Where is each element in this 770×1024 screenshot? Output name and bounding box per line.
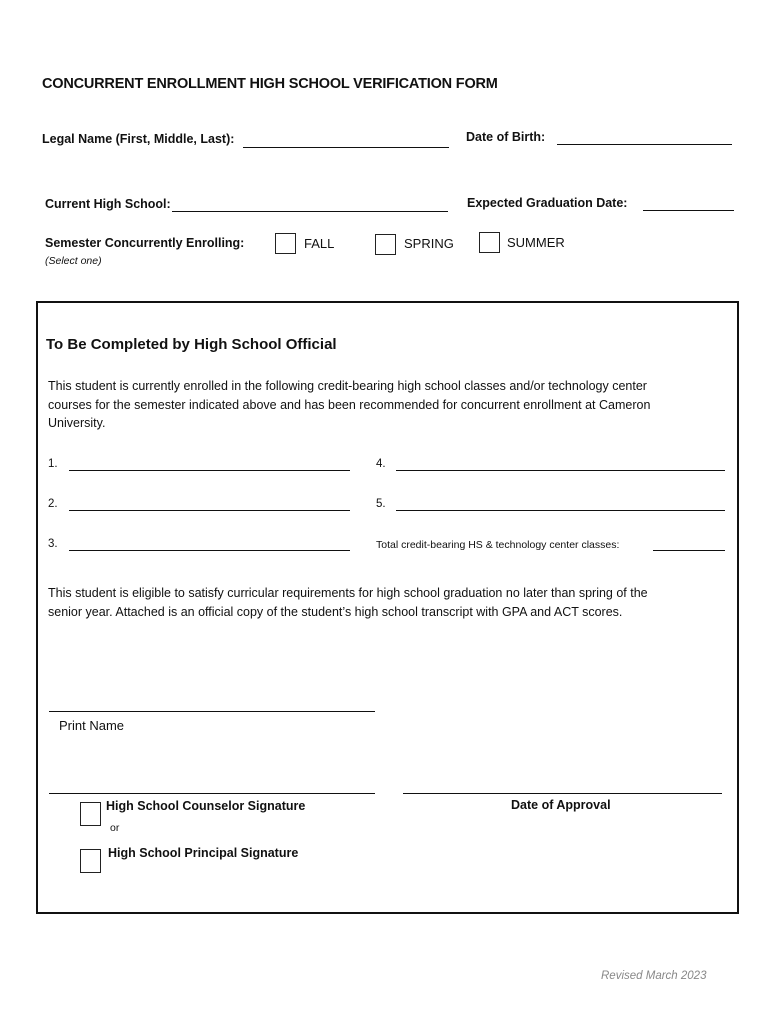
grad-date-field[interactable] (643, 194, 734, 211)
high-school-label: Current High School: (45, 197, 171, 211)
class-number-5: 5. (376, 498, 386, 510)
date-approval-field[interactable] (403, 777, 722, 794)
class-number-2: 2. (48, 498, 58, 510)
legal-name-label: Legal Name (First, Middle, Last): (42, 132, 235, 146)
spring-label: SPRING (404, 236, 454, 251)
semester-label: Semester Concurrently Enrolling: (45, 236, 245, 250)
class-number-3: 3. (48, 538, 58, 550)
class-field-5[interactable] (396, 494, 725, 511)
summer-checkbox[interactable] (479, 232, 500, 253)
eligibility-paragraph (48, 584, 648, 621)
principal-checkbox[interactable] (80, 849, 101, 873)
paragraph-line: This student is eligible to satisfy curricular requirements for high school graduation no later than spring of the (48, 586, 648, 600)
dob-field[interactable] (557, 128, 732, 145)
legal-name-field[interactable] (243, 131, 449, 148)
high-school-field[interactable] (172, 195, 448, 212)
class-field-2[interactable] (69, 494, 350, 511)
class-number-1: 1. (48, 458, 58, 470)
print-name-label: Print Name (59, 718, 125, 733)
signature-field[interactable] (49, 777, 375, 794)
fall-label: FALL (304, 236, 335, 251)
enrollment-paragraph (48, 377, 650, 433)
total-classes-field[interactable] (653, 534, 725, 551)
form-title: CONCURRENT ENROLLMENT HIGH SCHOOL VERIFICATION FORM (42, 76, 498, 92)
or-label: or (110, 822, 120, 834)
summer-label: SUMMER (507, 235, 565, 250)
counselor-checkbox[interactable] (80, 802, 101, 826)
paragraph-line: senior year. Attached is an official copy of the student’s high school transcript with GPA and ACT scores. (48, 604, 623, 619)
class-number-4: 4. (376, 458, 386, 470)
revision-note: Revised March 2023 (601, 970, 707, 982)
official-heading: To Be Completed by High School Official (46, 336, 337, 353)
paragraph-line: University. (48, 416, 106, 430)
counselor-signature-label: High School Counselor Signature (106, 799, 306, 813)
class-field-1[interactable] (69, 454, 350, 471)
total-classes-label: Total credit-bearing HS & technology center classes: (376, 539, 620, 551)
semester-note: (Select one) (45, 255, 102, 267)
paragraph-line: courses for the semester indicated above and has been recommended for concurrent enrollment at Cameron (48, 397, 651, 412)
print-name-field[interactable] (49, 695, 375, 712)
paragraph-line: This student is currently enrolled in the following credit-bearing high school classes and/or technology center (48, 379, 647, 393)
class-field-4[interactable] (396, 454, 725, 471)
spring-checkbox[interactable] (375, 234, 396, 255)
date-approval-label: Date of Approval (511, 798, 611, 812)
dob-label: Date of Birth: (466, 130, 546, 144)
fall-checkbox[interactable] (275, 233, 296, 254)
class-field-3[interactable] (69, 534, 350, 551)
principal-signature-label: High School Principal Signature (108, 846, 299, 860)
grad-date-label: Expected Graduation Date: (467, 196, 628, 210)
